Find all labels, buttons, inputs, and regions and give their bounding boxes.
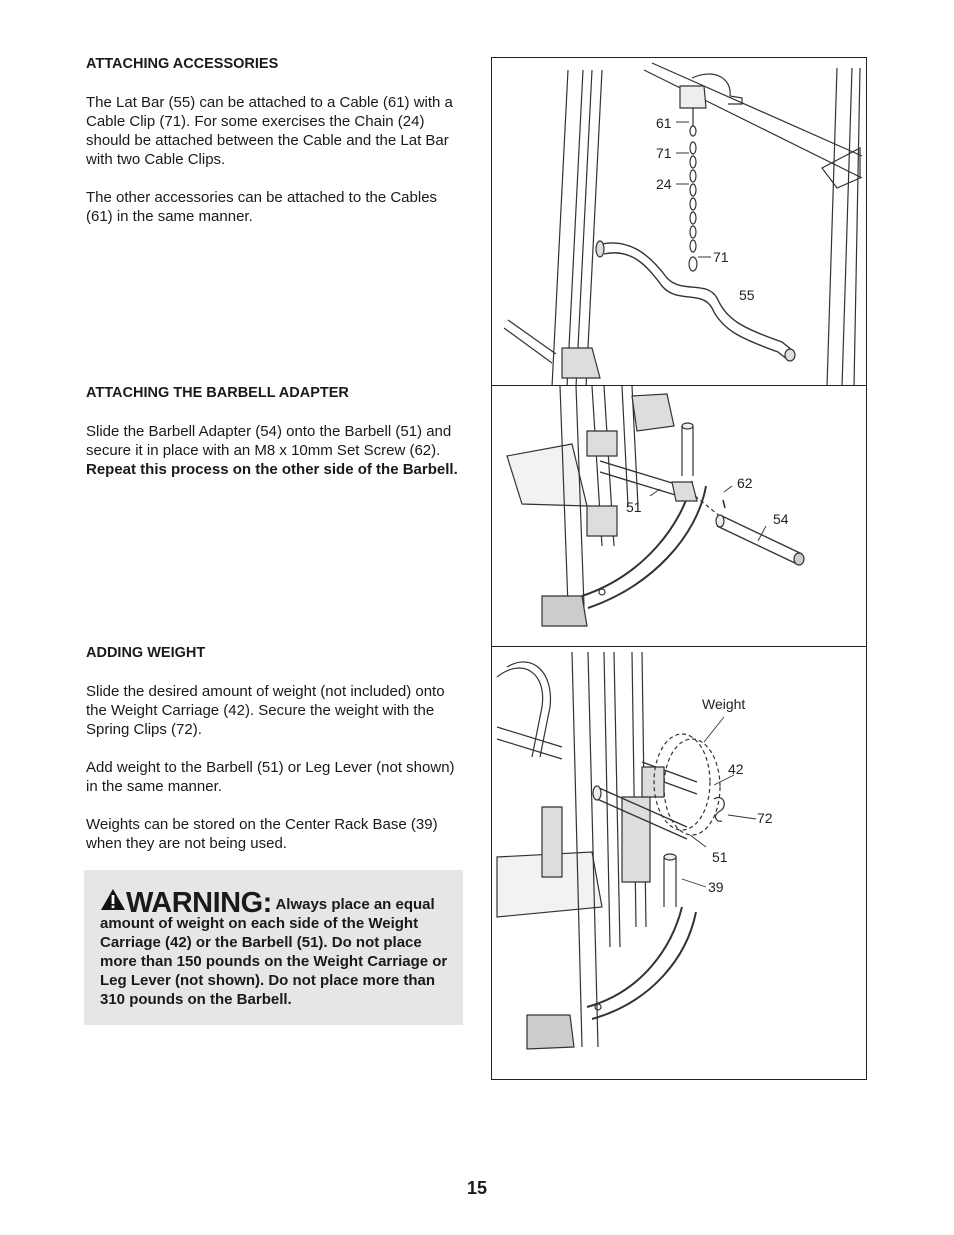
label-39: 39 [708, 879, 724, 895]
label-54: 54 [773, 511, 789, 527]
warning-text-block [100, 888, 452, 1009]
label-42: 42 [728, 761, 744, 777]
heading-attaching-barbell-adapter: ATTACHING THE BARBELL ADAPTER [86, 385, 349, 401]
adding-weight-paragraph-2: Add weight to the Barbell (51) or Leg Lever (not shown) in the same manner. [86, 759, 455, 795]
barbell-adapter-text: Slide the Barbell Adapter (54) onto the Barbell (51) and secure it in place with an M8 x 10mm Set Screw (62). [86, 423, 452, 459]
label-71-top: 71 [656, 145, 672, 161]
adding-weight-paragraph-1: Slide the desired amount of weight (not included) onto the Weight Carriage (42). Secure the weight with the Spring Clips (72). [86, 683, 445, 738]
barbell-adapter-illustration [492, 386, 867, 647]
label-51: 51 [626, 499, 642, 515]
adding-weight-illustration [492, 647, 867, 1080]
figure-adding-weight-panel [491, 646, 867, 1080]
figure-lat-bar-panel [491, 57, 867, 386]
heading-attaching-accessories: ATTACHING ACCESSORIES [86, 56, 279, 72]
accessories-paragraph-1: The Lat Bar (55) can be attached to a Cable (61) with a Cable Clip (71). For some exercises the Chain (24) should be attached between the Cable and the Lat Bar with two Cable Clips. [86, 94, 453, 168]
warning-box [84, 870, 463, 1025]
label-weight: Weight [702, 696, 746, 712]
label-62: 62 [737, 475, 753, 491]
heading-adding-weight: ADDING WEIGHT [86, 645, 206, 661]
barbell-adapter-paragraph [86, 422, 466, 479]
warning-triangle-icon [100, 888, 126, 911]
label-61: 61 [656, 115, 672, 131]
label-55: 55 [739, 287, 755, 303]
label-51: 51 [712, 849, 728, 865]
page-number: 15 [466, 1178, 488, 1198]
barbell-adapter-emphasis: Repeat this process on the other side of the Barbell. [86, 461, 458, 478]
figure-barbell-adapter-panel [491, 385, 867, 647]
accessories-paragraph-2: The other accessories can be attached to the Cables (61) in the same manner. [86, 189, 438, 225]
label-72: 72 [757, 810, 773, 826]
adding-weight-paragraph-3: Weights can be stored on the Center Rack Base (39) when they are not being used. [86, 816, 438, 852]
label-71-bottom: 71 [713, 249, 729, 265]
lat-bar-illustration [492, 58, 867, 386]
label-24: 24 [656, 176, 672, 192]
warning-message: Always place an equal amount of weight on each side of the Weight Carriage (42) or the Barbell (51). Do not place more than 150 pounds on the Weight Carriage or Leg Lever (not shown). Do not place more than 310 pounds on the Barbell. [100, 896, 448, 1008]
warning-title: WARNING: [126, 887, 272, 919]
